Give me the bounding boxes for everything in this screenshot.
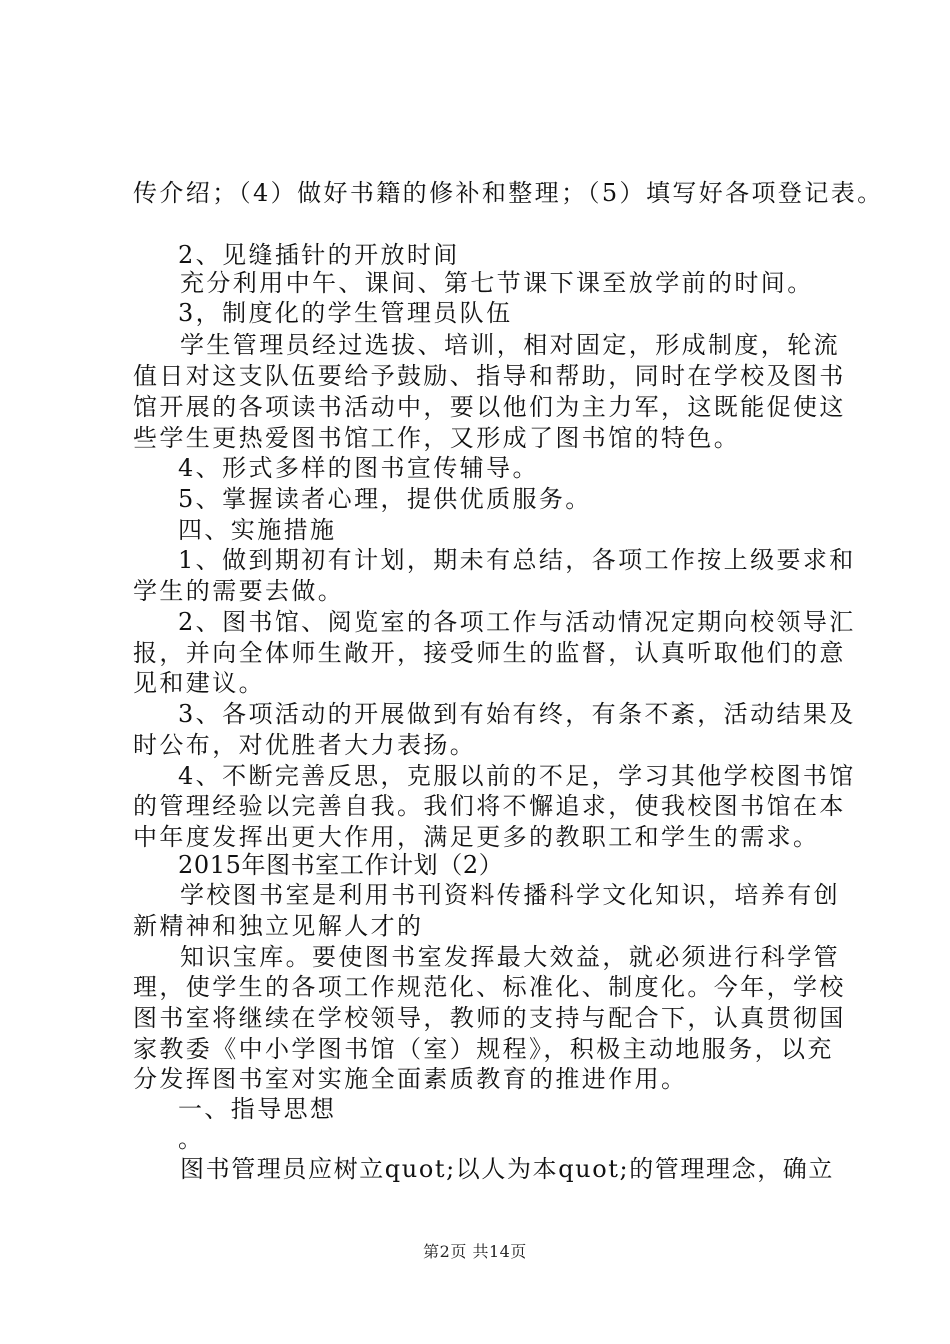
page-number-footer: 第2页 共14页 <box>423 1242 527 1261</box>
section-heading: 2、见缝插针的开放时间 <box>178 241 460 269</box>
text-line: 的管理经验以完善自我。我们将不懈追求，使我校图书馆在本 <box>133 792 846 820</box>
text-line: 理，使学生的各项工作规范化、标准化、制度化。今年，学校 <box>133 973 846 1001</box>
text-line: 知识宝库。要使图书室发挥最大效益，就必须进行科学管 <box>180 943 840 971</box>
text-line: 4、形式多样的图书宣传辅导。 <box>178 454 539 482</box>
text-line: 中年度发挥出更大作用，满足更多的教职工和学生的需求。 <box>133 823 820 851</box>
text-line: 2、图书馆、阅览室的各项工作与活动情况定期向校领导汇 <box>178 608 856 636</box>
section-heading: 2015年图书室工作计划（2） <box>178 851 504 879</box>
text-line: 4、不断完善反思，克服以前的不足，学习其他学校图书馆 <box>178 762 856 790</box>
text-line: 学校图书室是利用书刊资料传播科学文化知识，培养有创 <box>180 881 840 909</box>
text-line: 。 <box>178 1125 205 1153</box>
text-line: 学生管理员经过选拔、培训，相对固定，形成制度，轮流 <box>180 331 840 359</box>
text-line: 见和建议。 <box>133 669 265 697</box>
text-line: 图书管理员应树立quot;以人为本quot;的管理理念，确立 <box>180 1155 834 1183</box>
section-heading: 四、实施措施 <box>178 516 337 544</box>
text-line: 值日对这支队伍要给予鼓励、指导和帮助，同时在学校及图书 <box>133 362 846 390</box>
section-heading: 3，制度化的学生管理员队伍 <box>178 299 513 327</box>
section-heading: 一、指导思想 <box>178 1095 337 1123</box>
text-line: 图书室将继续在学校领导，教师的支持与配合下，认真贯彻国 <box>133 1004 846 1032</box>
text-line: 些学生更热爱图书馆工作，又形成了图书馆的特色。 <box>133 424 741 452</box>
text-line: 馆开展的各项读书活动中，要以他们为主力军，这既能促使这 <box>133 393 846 421</box>
text-line: 充分利用中午、课间、第七节课下课至放学前的时间。 <box>180 269 814 297</box>
text-line: 学生的需要去做。 <box>133 577 345 605</box>
text-line: 5、掌握读者心理，提供优质服务。 <box>178 485 592 513</box>
text-line: 1、做到期初有计划，期未有总结，各项工作按上级要求和 <box>178 546 856 574</box>
text-line: 3、各项活动的开展做到有始有终，有条不紊，活动结果及 <box>178 700 856 728</box>
text-line: 新精神和独立见解人才的 <box>133 912 424 940</box>
text-line: 传介绍；（4）做好书籍的修补和整理；（5）填写好各项登记表。 <box>133 179 884 207</box>
text-line: 家教委《中小学图书馆（室）规程》，积极主动地服务，以充 <box>133 1035 834 1063</box>
text-line: 时公布，对优胜者大力表扬。 <box>133 731 477 759</box>
text-line: 分发挥图书室对实施全面素质教育的推进作用。 <box>133 1065 688 1093</box>
text-line: 报，并向全体师生敞开，接受师生的监督，认真听取他们的意 <box>133 639 846 667</box>
